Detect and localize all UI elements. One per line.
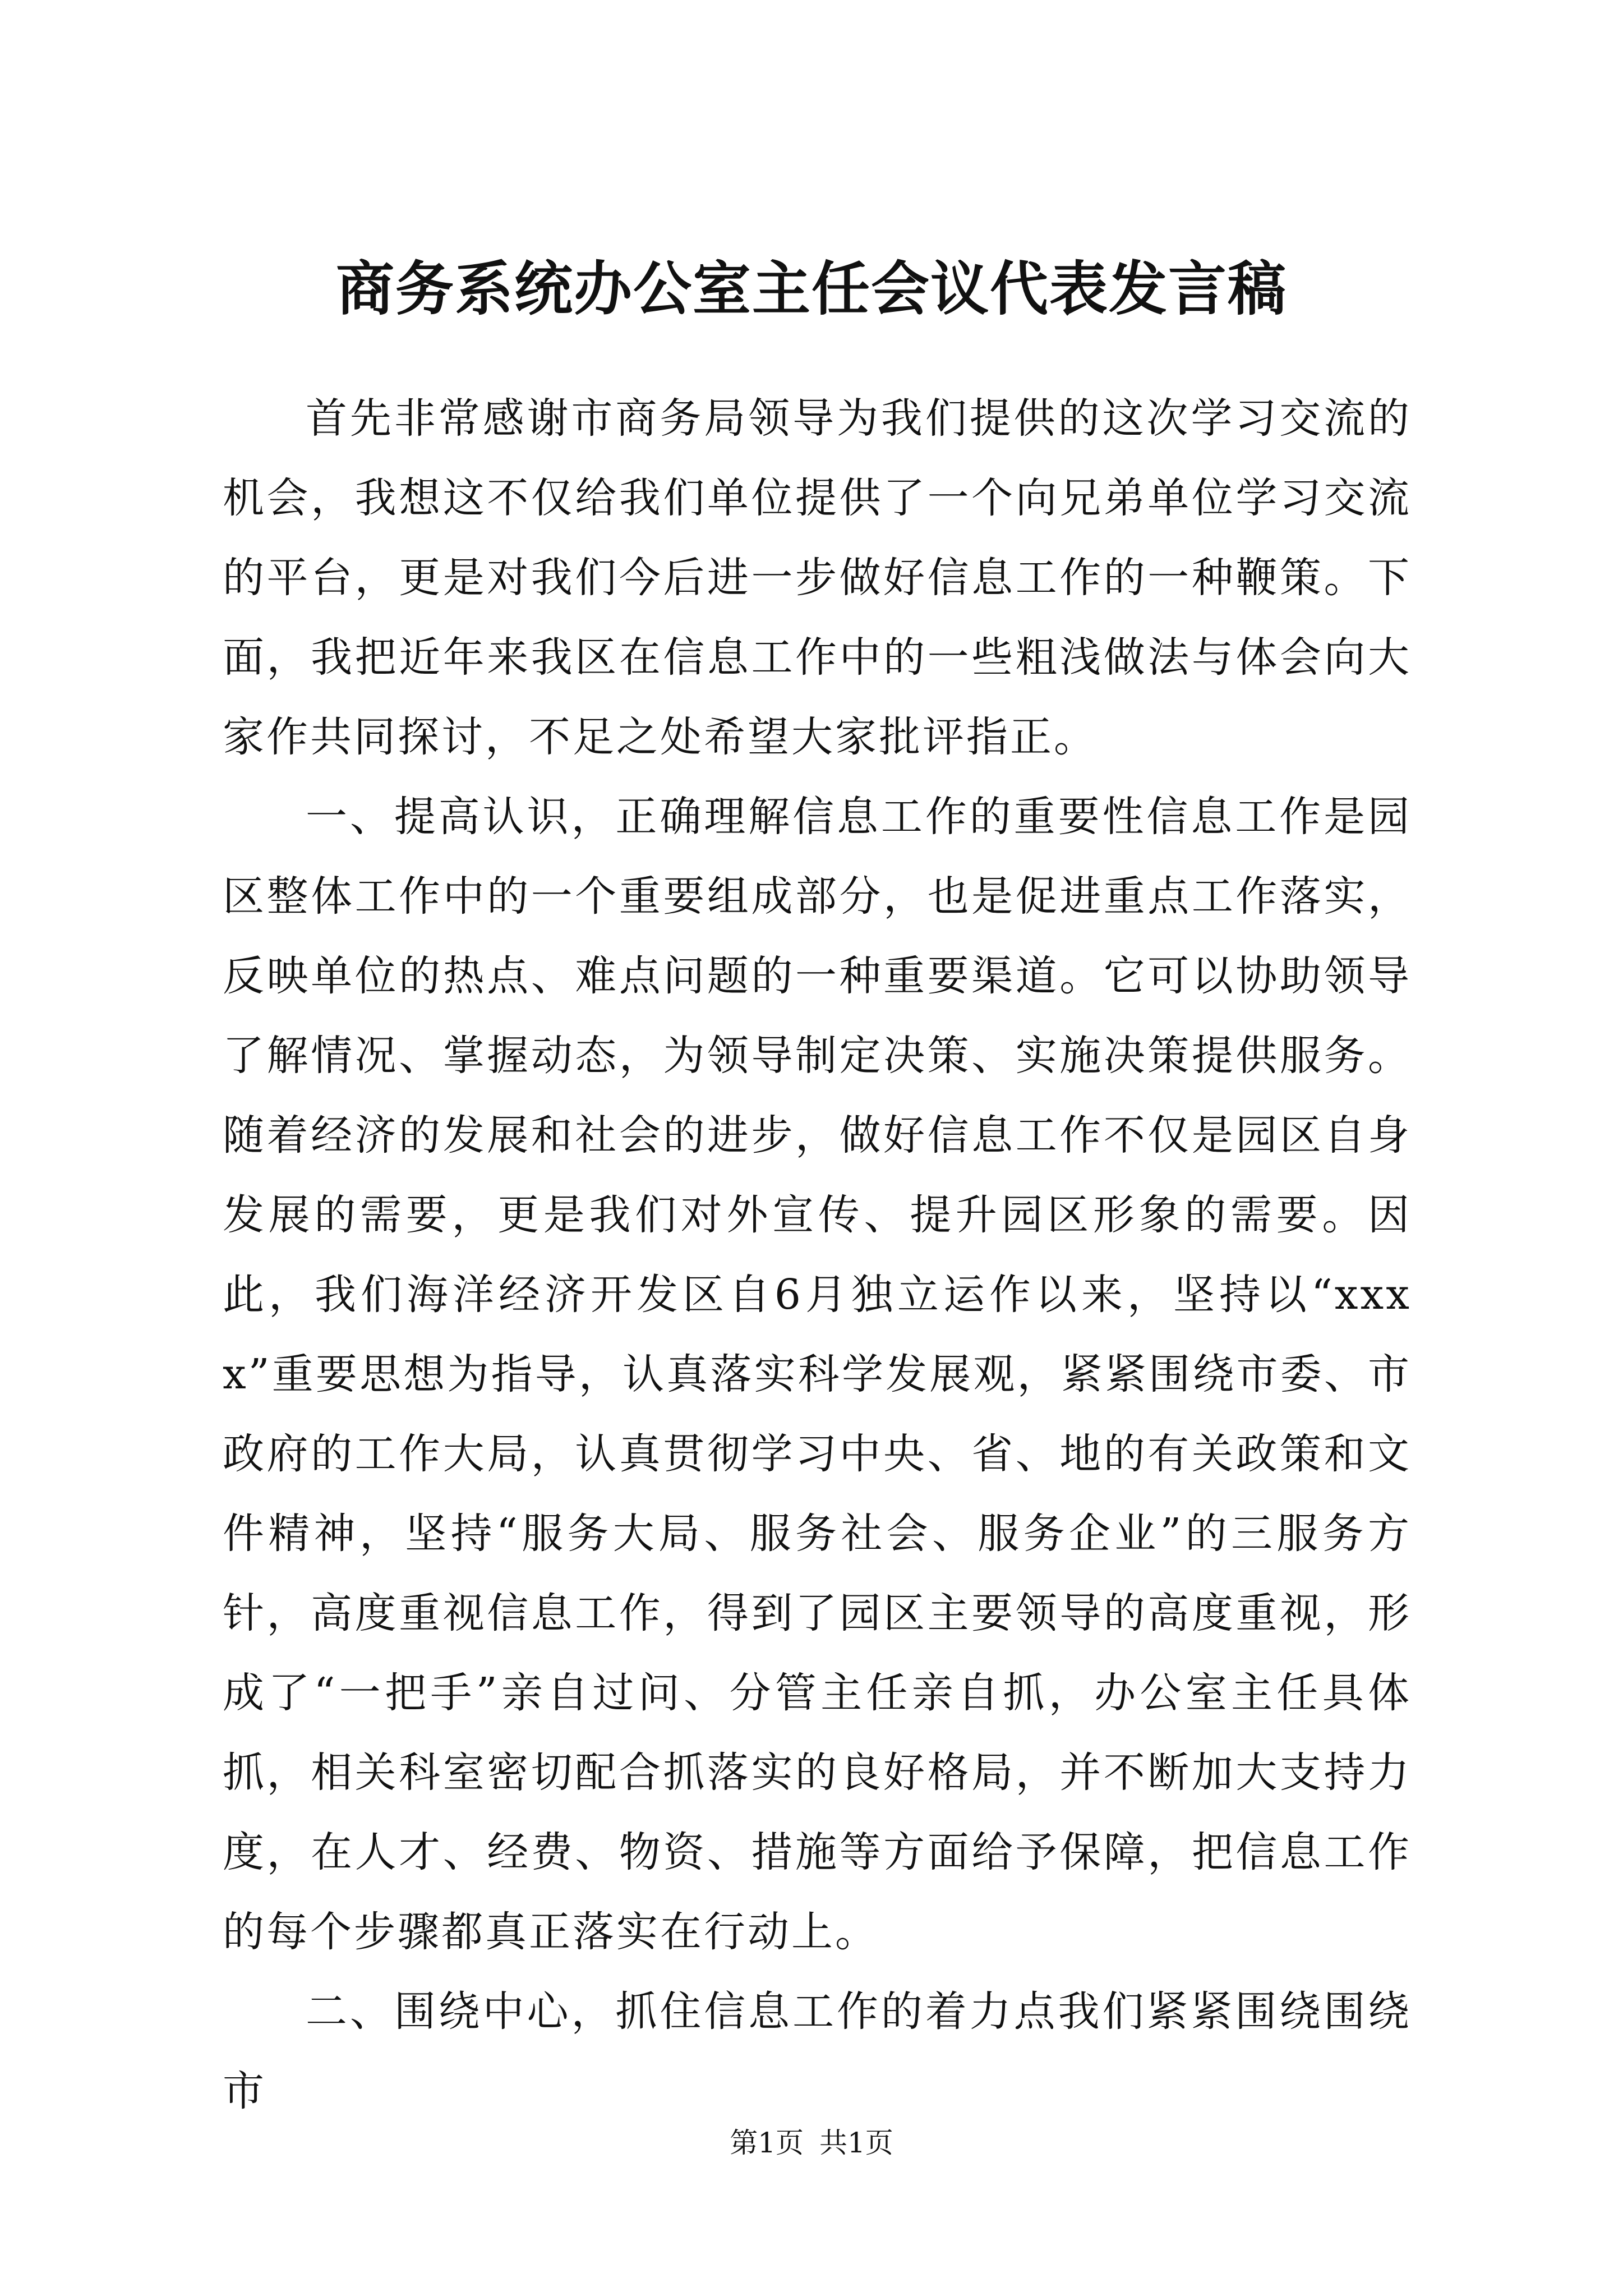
page-footer: [0, 2123, 1623, 2162]
paragraph-intro: 首先非常感谢市商务局领导为我们提供的这次学习交流的机会，我想这不仅给我们单位提供了一个向兄弟单位学习交流的平台，更是对我们今后进一步做好信息工作的一种鞭策。下面，我把近年来我区在信息工作中的一些粗浅做法与体会向大家作共同探讨，不足之处希望大家批评指正。: [223, 394, 1412, 761]
document-title: 商务系统办公室主任会议代表发言稿: [335, 254, 1287, 323]
paragraph-section-2: 二、围绕中心，抓住信息工作的着力点我们紧紧围绕围绕市: [223, 1987, 1412, 2115]
page-number: 第1页: [730, 2127, 804, 2159]
page-total: 共1页: [819, 2127, 893, 2159]
paragraph-section-1: 一、提高认识，正确理解信息工作的重要性信息工作是园区整体工作中的一个重要组成部分，也是促进重点工作落实，反映单位的热点、难点问题的一种重要渠道。它可以协助领导了解情况、掌握动态，为领导制定决策、实施决策提供服务。随着经济的发展和社会的进步，做好信息工作不仅是园区自身发展的需要，更是我们对外宣传、提升园区形象的需要。因此，我们海洋经济开发区自6月独立运作以来，坚持以“xxxx”重要思想为指导，认真落实科学发展观，紧紧围绕市委、市政府的工作大局，认真贯彻学习中央、省、地的有关政策和文件精神，坚持“服务大局、服务社会、服务企业”的三服务方针，高度重视信息工作，得到了园区主要领导的高度重视，形成了“一把手”亲自过问、分管主任亲自抓，办公室主任具体抓，相关科室密切配合抓落实的良好格局，并不断加大支持力度，在人才、经费、物资、措施等方面给予保障，把信息工作的每个步骤都真正落实在行动上。: [223, 793, 1412, 1956]
document-body: [223, 379, 1412, 2131]
